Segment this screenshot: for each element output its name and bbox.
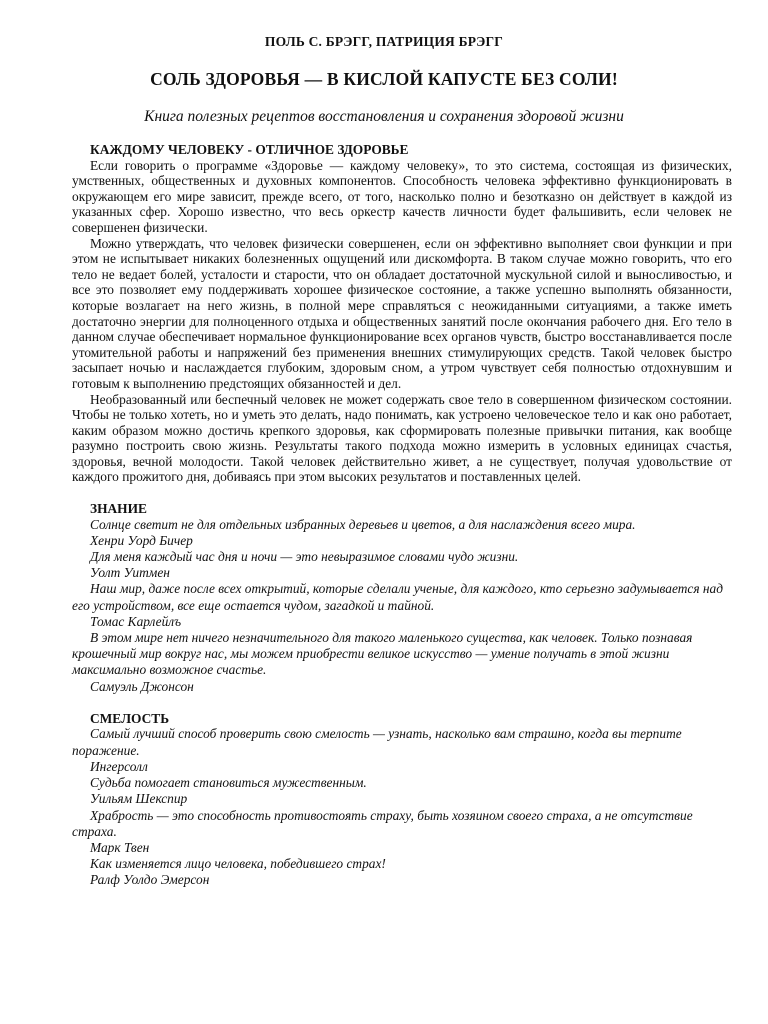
- section-heading: ЗНАНИЕ: [90, 501, 147, 517]
- quote-text: Храбрость — это способность противостоять страху, быть хозяином своего страха, а не отсутствие страха.: [72, 807, 693, 839]
- document-body: [72, 142, 732, 889]
- chapter-paragraph: Можно утверждать, что человек физически совершенен, если он эффективно выполняет свои функции и при этом не испытывает никаких болезненных ощущений или дискомфорта. В таком случае можно говорить, что его тело не ведает болей, усталости и старости, что он обладает достаточной мускульной силой и выносливостью, и все это позволяет ему поддерживать хорошее физическое состояние, а также успешно выполнять обязанности, которые возлагает на него жизнь, в полной мере справляться с неожиданными ситуациями, а также иметь достаточно энергии для полноценного отдыха и общественных занятий после окончания рабочего дня. Его тело в данном случае обеспечивает нормальное функционирование всех органов чувств, быстро восстанавливается после утомительной работы и напряжений без применения внешних стимулирующих средств. Такой человек быстро засыпает ночью и наслаждается глубоким, здоровым сном, а утром чувствует себя полностью отдохнувшим и готовым к выполнению предстоящих обязанностей и дел.: [72, 235, 732, 391]
- quote-text: Как изменяется лицо человека, победившего страх!: [90, 856, 386, 872]
- quote-text: Солнце светит не для отдельных избранных деревьев и цветов, а для наслаждения всего мира.: [90, 516, 636, 532]
- quote-author: Самуэль Джонсон: [90, 678, 194, 694]
- section-heading: СМЕЛОСТЬ: [90, 710, 170, 726]
- quote-text: В этом мире нет ничего незначительного для такого маленького существа, как человек. Только познавая крошечный мир вокруг нас, мы можем приобрести великое искусство — умение получать в этой жизни максимально возможное счастье.: [72, 630, 693, 678]
- quote-author: Томас Карлейлъ: [90, 613, 182, 629]
- section-courage: [72, 711, 732, 889]
- quote-text: Для меня каждый час дня и ночи — это невыразимое словами чудо жизни.: [90, 549, 519, 565]
- quote-text: Судьба помогает становиться мужественным.: [90, 775, 367, 791]
- chapter-paragraph: Если говорить о программе «Здоровье — каждому человеку», то это система, состоящая из физических, умственных, общественных и духовных компонентов. Способность человека эффективно функционировать в окружающем его мире зависит, прежде всего, от того, насколько полно и безотказно он действует в каждой из указанных сфер. Хорошо известно, что весь оркестр качеств личности будет фальшивить, если человек не совершенен физически.: [72, 157, 732, 235]
- quote-author: Уильям Шекспир: [90, 791, 188, 807]
- quote-text: Наш мир, даже после всех открытий, которые сделали ученые, для каждого, кто серьезно задумывается над его устройством, все еще остается чудом, загадкой и тайной.: [72, 581, 724, 613]
- chapter-paragraph: Необразованный или беспечный человек не может содержать свое тело в совершенном физическом состоянии. Чтобы не только хотеть, но и уметь это делать, надо понимать, как устроено человеческое тело и как оно работает, каким образом можно достичь крепкого здоровья, как сформировать полезные привычки питания, как вообще разумно построить свою жизнь. Результаты такого подхода можно измерить в условных единицах счастья, здоровья, вечной молодости. Такой человек действительно живет, а не существует, получая удовольствие от каждого прожитого дня, добиваясь при этом высоких результатов и поставленных целей.: [72, 391, 732, 485]
- book-authors: ПОЛЬ С. БРЭГГ, ПАТРИЦИЯ БРЭГГ: [264, 34, 504, 49]
- book-subtitle: Книга полезных рецептов восстановления и сохранения здоровой жизни: [144, 108, 624, 125]
- book-title: СОЛЬ ЗДОРОВЬЯ — В КИСЛОЙ КАПУСТЕ БЕЗ СОЛИ!: [150, 69, 618, 89]
- quote-author: Хенри Уорд Бичер: [90, 532, 193, 548]
- quote-author: Ингерсолл: [90, 758, 148, 774]
- quote-author: Ралф Уолдо Эмерсон: [90, 872, 210, 888]
- quote-author: Уолт Уитмен: [90, 565, 170, 581]
- quote-author: Марк Твен: [90, 839, 150, 855]
- chapter-heading: КАЖДОМУ ЧЕЛОВЕКУ - ОТЛИЧНОЕ ЗДОРОВЬЕ: [90, 142, 409, 157]
- section-knowledge: [72, 501, 732, 695]
- quote-text: Самый лучший способ проверить свою смелость — узнать, насколько вам страшно, когда вы терпите поражение.: [72, 726, 682, 758]
